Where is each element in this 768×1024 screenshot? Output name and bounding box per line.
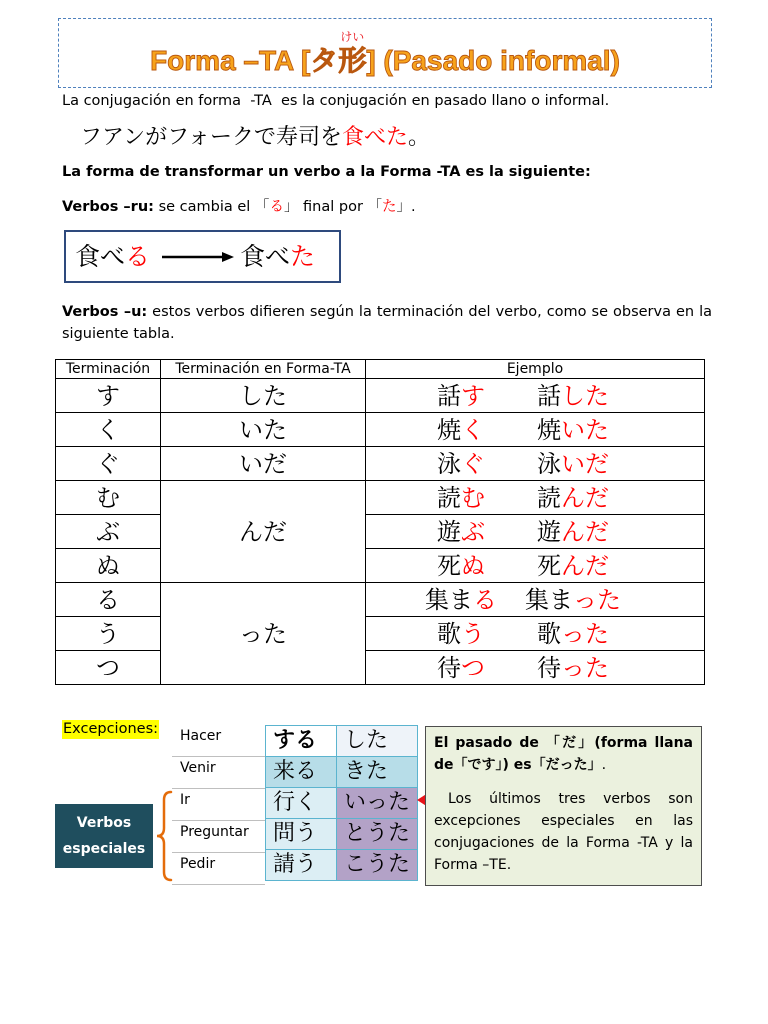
note-da-text: El pasado de 「だ」(forma llana de「です」) es「だった」 (434, 735, 693, 773)
ru-rule-text: se cambia el 「 (153, 199, 270, 215)
example-stem: 遊 (537, 517, 561, 546)
example-cell (366, 651, 705, 685)
ta-form-cell: きた (337, 757, 418, 788)
table-row (56, 481, 705, 515)
dictionary-form-cell: 来る (266, 757, 337, 788)
example-stem: 読 (437, 483, 461, 512)
example-ending: んだ (561, 517, 609, 546)
u-rule-label: Verbos –u: (62, 304, 148, 320)
example-ending: ぐ (461, 449, 485, 478)
example-dictionary-form (401, 483, 521, 513)
ending-cell: ぐ (56, 447, 161, 481)
dictionary-form-cell: 行く (266, 788, 337, 819)
example-ending: った (561, 653, 609, 682)
ru-example-stem: 食べ (240, 241, 291, 271)
exceptions-label: Excepciones: (63, 721, 159, 737)
example-dictionary-form (401, 551, 521, 581)
example-ta-form (521, 449, 625, 479)
meaning-row: Hacer (172, 725, 265, 757)
table-row (56, 447, 705, 481)
title-ruby (338, 30, 367, 77)
ending-cell: つ (56, 651, 161, 685)
ru-example-box (64, 230, 341, 283)
ta-ending-cell: んだ (161, 481, 366, 583)
u-rule-text: estos verbos difieren según la terminación del verbo, como se observa en la siguiente tabla. (62, 304, 712, 342)
example-dictionary-form (401, 585, 521, 615)
example-cell (366, 549, 705, 583)
ru-rule-label: Verbos –ru: (62, 199, 154, 215)
example-stem: 泳 (437, 449, 461, 478)
exceptions-meanings (172, 725, 265, 885)
example-pair (366, 551, 704, 581)
ru-example-ta-form (240, 242, 315, 272)
ru-verbs-rule (62, 198, 416, 216)
example-stem: 集ま (425, 585, 473, 614)
exceptions-table (265, 725, 418, 881)
ending-cell: く (56, 413, 161, 447)
example-pair (366, 585, 704, 615)
example-ending: した (561, 381, 609, 410)
example-cell (366, 583, 705, 617)
example-ending: いだ (561, 449, 609, 478)
example-ending: ぬ (461, 551, 485, 580)
example-dictionary-form (401, 415, 521, 445)
exception-row (266, 788, 418, 819)
example-sentence (80, 124, 430, 152)
meaning-row: Preguntar (172, 821, 265, 853)
example-pair (366, 653, 704, 683)
ending-cell: ぬ (56, 549, 161, 583)
example-cell (366, 481, 705, 515)
ta-ending-cell: いた (161, 413, 366, 447)
exception-row (266, 726, 418, 757)
example-stem: 歌 (437, 619, 461, 648)
example-dictionary-form (401, 449, 521, 479)
note-box (425, 726, 702, 886)
example-stem: 死 (537, 551, 561, 580)
title-box (58, 18, 712, 88)
example-stem: 遊 (437, 517, 461, 546)
special-verbs-label: Verbos especiales (55, 804, 153, 868)
example-ending: ぶ (461, 517, 485, 546)
table-row (56, 379, 705, 413)
meaning-row: Venir (172, 757, 265, 789)
example-ta-form (521, 653, 625, 683)
header-example: Ejemplo (366, 360, 705, 379)
u-verbs-rule (62, 301, 712, 345)
dictionary-form-cell: 問う (266, 819, 337, 850)
example-pair (366, 449, 704, 479)
example-sentence-start: フアンがフォークで寿司を (80, 125, 343, 150)
example-ending: す (461, 381, 485, 410)
arrow-right-icon (162, 249, 234, 265)
note-paragraph-exceptions: Los últimos tres verbos son excepciones especiales en las conjugaciones de la Forma -TA y la Forma –TE. (434, 791, 693, 873)
example-pair (366, 517, 704, 547)
ending-cell: む (56, 481, 161, 515)
example-ending: った (573, 585, 621, 614)
example-cell (366, 515, 705, 549)
brace-icon (154, 788, 176, 884)
example-ta-form (521, 551, 625, 581)
example-stem: 待 (537, 653, 561, 682)
ending-cell: う (56, 617, 161, 651)
example-stem: 焼 (437, 415, 461, 444)
example-pair (366, 415, 704, 445)
ru-example-stem: 食べ (75, 241, 126, 271)
meaning-row: Ir (172, 789, 265, 821)
example-dictionary-form (401, 517, 521, 547)
title-furigana: けい (340, 30, 365, 44)
table-row (56, 515, 705, 549)
ta-ending-cell: した (161, 379, 366, 413)
ta-form-cell: とうた (337, 819, 418, 850)
ru-rule-text: 」. (396, 199, 416, 215)
example-ta-form (521, 483, 625, 513)
example-ending: んだ (561, 551, 609, 580)
exception-row (266, 757, 418, 788)
example-cell (366, 617, 705, 651)
example-pair (366, 381, 704, 411)
example-stem: 待 (437, 653, 461, 682)
example-ending: んだ (561, 483, 609, 512)
example-stem: 泳 (537, 449, 561, 478)
example-stem: 歌 (537, 619, 561, 648)
example-cell (366, 413, 705, 447)
table-header-row (56, 360, 705, 379)
ta-form-cell: こうた (337, 850, 418, 881)
example-sentence-end: 。 (408, 125, 431, 150)
dictionary-form-cell: する (266, 726, 337, 757)
rule-heading: La forma de transformar un verbo a la Forma -TA es la siguiente: (62, 164, 591, 180)
conjugation-table (55, 359, 705, 685)
example-ta-form (521, 381, 625, 411)
example-pair (366, 483, 704, 513)
ta-form-cell: いった (337, 788, 418, 819)
ta-ending-cell: いだ (161, 447, 366, 481)
example-pair (366, 619, 704, 649)
note-paragraph-da (434, 732, 693, 776)
table-row (56, 651, 705, 685)
ru-example-ending: る (125, 241, 151, 271)
title-text-end: ] (Pasado informal) (366, 45, 620, 76)
example-dictionary-form (401, 619, 521, 649)
header-ending: Terminación (56, 360, 161, 379)
table-row (56, 413, 705, 447)
ru-example-ending: た (290, 241, 316, 271)
ending-cell: ぶ (56, 515, 161, 549)
example-stem: 死 (437, 551, 461, 580)
example-ending: った (561, 619, 609, 648)
title-ruby-base: 形 (338, 45, 367, 76)
page-title (59, 30, 711, 77)
meaning-row: Pedir (172, 853, 265, 885)
example-ending: つ (461, 653, 485, 682)
exception-row (266, 850, 418, 881)
example-sentence-verb: 食べた (342, 125, 409, 150)
example-ending: む (461, 483, 485, 512)
example-ta-form (521, 585, 625, 615)
example-ending: く (461, 415, 485, 444)
example-stem: 集ま (525, 585, 573, 614)
example-stem: 話 (437, 381, 461, 410)
example-stem: 焼 (537, 415, 561, 444)
intro-text: La conjugación en forma -TA es la conjugación en pasado llano o informal. (62, 93, 610, 109)
ru-rule-from: る (269, 199, 284, 215)
ru-rule-text: 」 final por 「 (283, 199, 383, 215)
example-ending: る (473, 585, 497, 614)
table-row (56, 617, 705, 651)
example-ending: う (461, 619, 485, 648)
ending-cell: す (56, 379, 161, 413)
header-ta-ending: Terminación en Forma-TA (161, 360, 366, 379)
ending-cell: る (56, 583, 161, 617)
title-text-start: Forma –TA [タ (150, 45, 339, 76)
ru-example-dictionary-form (75, 242, 150, 272)
example-stem: 読 (537, 483, 561, 512)
table-row (56, 549, 705, 583)
ru-rule-to: た (382, 199, 397, 215)
example-ta-form (521, 415, 625, 445)
ta-form-cell: した (337, 726, 418, 757)
ta-ending-cell: った (161, 583, 366, 685)
example-ending: いた (561, 415, 609, 444)
example-ta-form (521, 619, 625, 649)
example-stem: 話 (537, 381, 561, 410)
example-cell (366, 379, 705, 413)
exception-row (266, 819, 418, 850)
example-cell (366, 447, 705, 481)
example-dictionary-form (401, 653, 521, 683)
example-dictionary-form (401, 381, 521, 411)
table-row (56, 583, 705, 617)
example-ta-form (521, 517, 625, 547)
note-da-period: . (601, 757, 607, 773)
dictionary-form-cell: 請う (266, 850, 337, 881)
